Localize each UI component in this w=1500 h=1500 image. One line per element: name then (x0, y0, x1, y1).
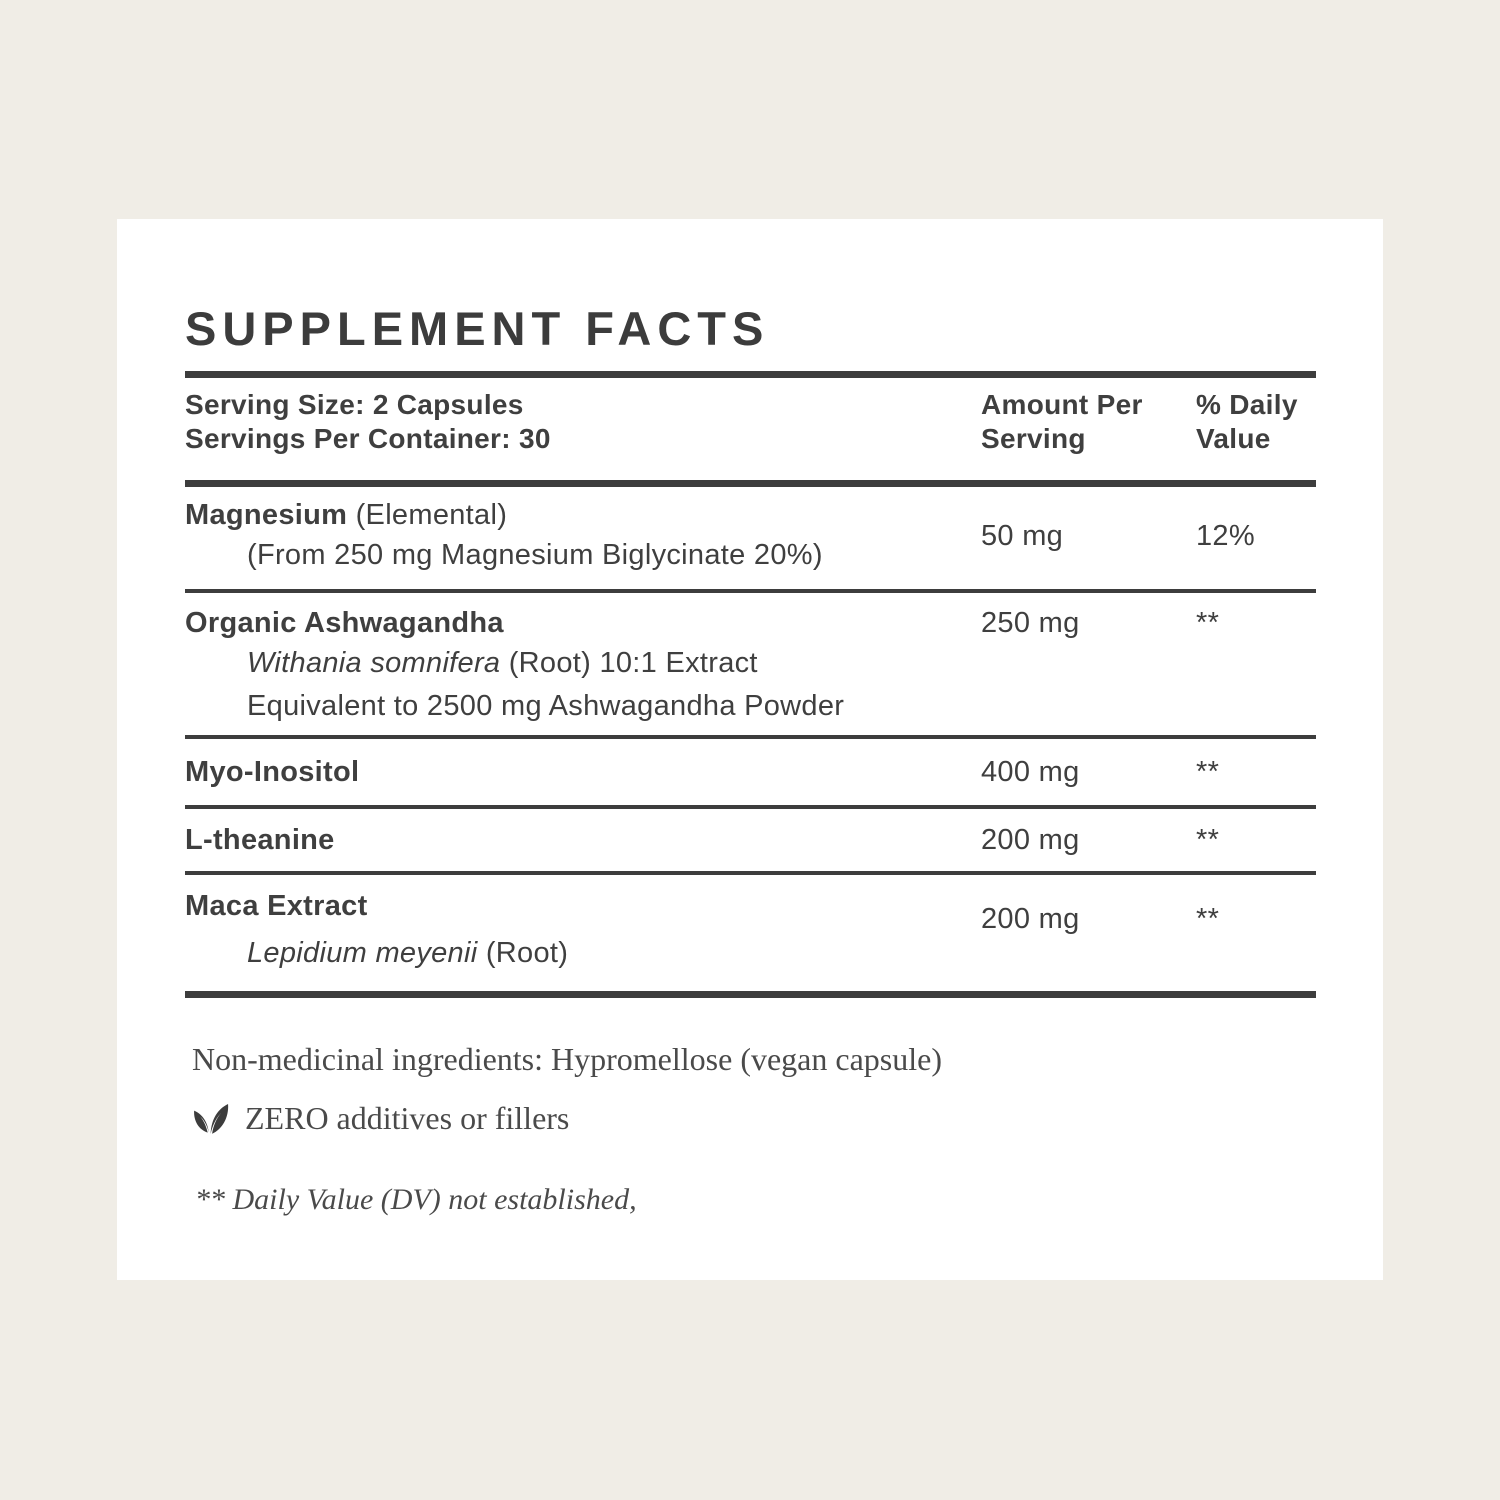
ingredient-name: L-theanine (185, 824, 335, 856)
daily-value: ** (1196, 607, 1220, 639)
supplement-facts-card (117, 219, 1383, 1280)
amount-value: 200 mg (981, 903, 1080, 935)
divider-bottom (185, 991, 1316, 998)
servings-per-container: Servings Per Container: 30 (185, 422, 551, 454)
divider-header (185, 480, 1316, 487)
daily-value: ** (1196, 824, 1220, 856)
zero-additives-claim (185, 1100, 1316, 1137)
column-header-amount: Amount Per Serving (981, 388, 1143, 454)
leaf-icon (192, 1102, 230, 1135)
ingredient-name: Maca Extract (185, 890, 368, 922)
footer (185, 1040, 1316, 1217)
table-row-myo-inositol (185, 739, 1316, 805)
zero-claim-text: ZERO additives or fillers (245, 1100, 570, 1137)
ingredient-name: Organic Ashwagandha (185, 607, 504, 639)
ingredient-cell (185, 889, 981, 970)
ingredient-detail: (From 250 mg Magnesium Biglycinate 20%) (247, 539, 823, 571)
ingredient-name: Myo-Inositol (185, 756, 360, 788)
ingredient-equivalent: Equivalent to 2500 mg Ashwagandha Powder (247, 690, 845, 722)
daily-value-note: ** Daily Value (DV) not established, (195, 1183, 637, 1217)
ingredient-cell (185, 606, 981, 723)
amount-value: 250 mg (981, 607, 1080, 639)
serving-size: Serving Size: 2 Capsules (185, 388, 524, 420)
table-row-l-theanine (185, 809, 1316, 871)
daily-value: ** (1196, 903, 1220, 935)
ingredient-detail: Lepidium meyenii (Root) (247, 937, 569, 969)
ingredient-name: Magnesium (Elemental) (185, 499, 508, 531)
column-header-daily-value: % Daily Value (1196, 388, 1298, 454)
ingredient-cell (185, 498, 981, 572)
serving-info (185, 388, 981, 456)
amount-value: 200 mg (981, 824, 1080, 856)
divider-top (185, 371, 1316, 378)
table-row-maca (185, 875, 1316, 991)
table-row-magnesium (185, 487, 1316, 589)
daily-value: ** (1196, 756, 1220, 788)
page-title: SUPPLEMENT FACTS (185, 302, 770, 355)
amount-value: 50 mg (981, 520, 1064, 552)
table-header (185, 378, 1316, 480)
non-medicinal-ingredients: Non-medicinal ingredients: Hypromellose (vegan capsule) (192, 1041, 942, 1077)
amount-value: 400 mg (981, 756, 1080, 788)
daily-value: 12% (1196, 520, 1255, 552)
table-row-ashwagandha (185, 593, 1316, 735)
ingredient-detail: Withania somnifera (Root) 10:1 Extract (247, 647, 758, 679)
